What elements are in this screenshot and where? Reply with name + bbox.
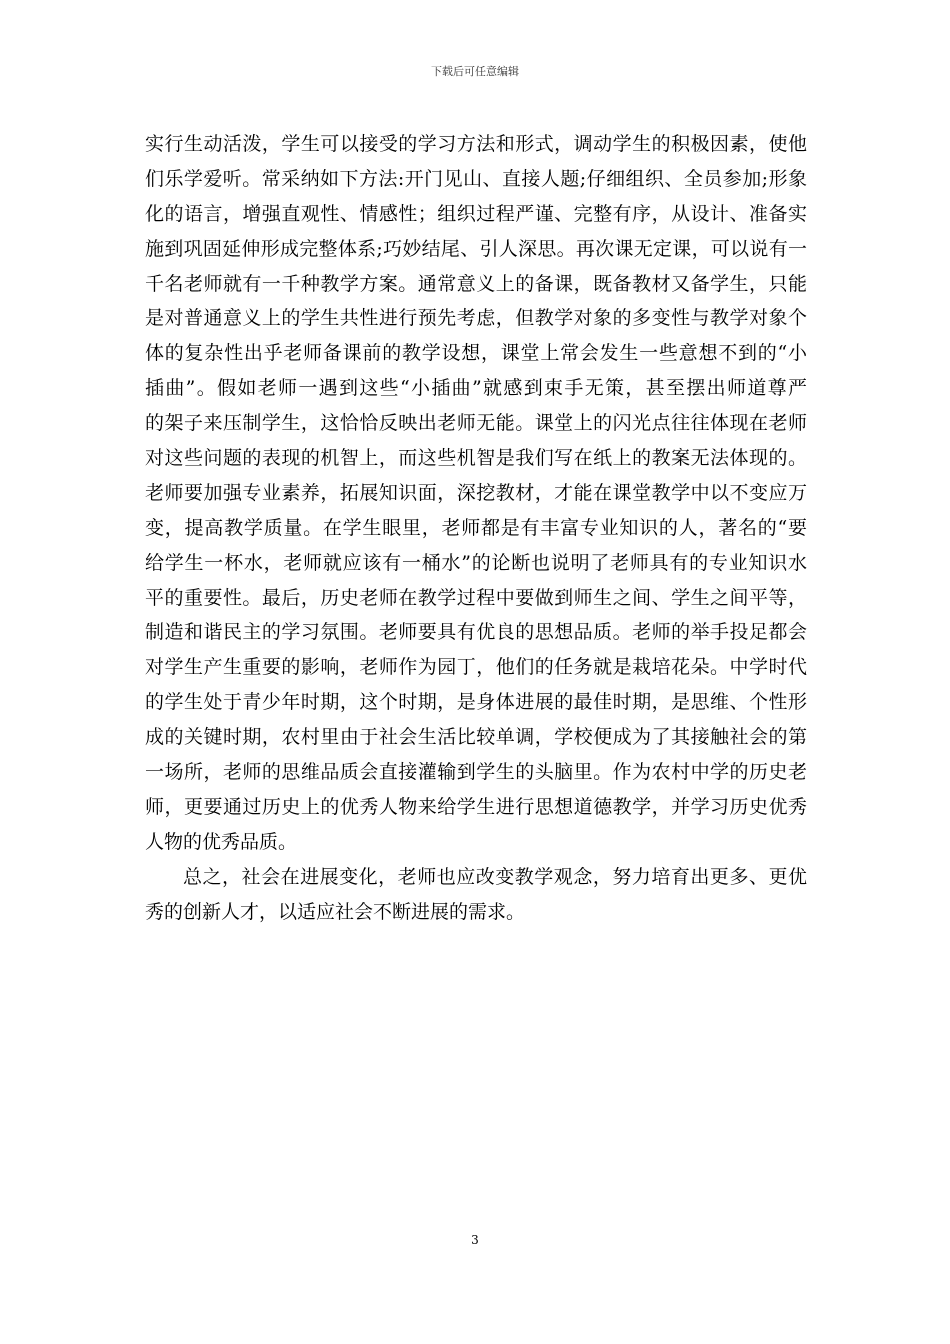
paragraph-1: [145, 127, 807, 860]
text-line: 插曲”。假如老师一遇到这些“小插曲”就感到束手无策，甚至摆出师道尊严: [145, 377, 807, 400]
text-line: 老师要加强专业素养，拓展知识面，深挖教材，才能在课堂教学中以不变应万: [145, 481, 807, 504]
text-line: 给学生一杯水，老师就应该有一桶水”的论断也说明了老师具有的专业知识水: [145, 551, 807, 574]
text-line: 对这些问题的表现的机智上，而这些机智是我们写在纸上的教案无法体现的。: [145, 447, 807, 470]
text-line: 师，更要通过历史上的优秀人物来给学生进行思想道德教学，并学习历史优秀: [145, 795, 807, 818]
text-line: 对学生产生重要的影响，老师作为园丁，他们的任务就是栽培花朵。中学时代: [145, 656, 807, 679]
text-line: 一场所，老师的思维品质会直接灌输到学生的头脑里。作为农村中学的历史老: [145, 761, 807, 784]
text-line: 千名老师就有一千种教学方案。通常意义上的备课，既备教材又备学生，只能: [145, 272, 807, 295]
text-line: 体的复杂性出乎老师备课前的教学设想，课堂上常会发生一些意想不到的“小: [145, 342, 807, 365]
text-line: 化的语言，增强直观性、情感性；组织过程严谨、完整有序，从设计、准备实: [145, 202, 807, 225]
page-number: 3: [471, 1233, 479, 1247]
text-line: 们乐学爱听。常采纳如下方法:开门见山、直接人题;仔细组织、全员参加;形象: [145, 167, 807, 190]
document-body: [145, 127, 807, 929]
text-line: 变，提高教学质量。在学生眼里，老师都是有丰富专业知识的人，著名的“要: [145, 516, 807, 539]
paragraph-2: [145, 860, 807, 930]
page-header: 下载后可任意编辑: [431, 65, 519, 78]
text-line: 施到巩固延伸形成完整体系;巧妙结尾、引人深思。再次课无定课，可以说有一: [145, 237, 807, 260]
text-line: 成的关键时期，农村里由于社会生活比较单调，学校便成为了其接触社会的第: [145, 726, 807, 749]
text-line: 的学生处于青少年时期，这个时期，是身体进展的最佳时期，是思维、个性形: [145, 691, 807, 714]
text-line: 是对普通意义上的学生共性进行预先考虑，但教学对象的多变性与教学对象个: [145, 307, 807, 330]
text-line: 的架子来压制学生，这恰恰反映出老师无能。课堂上的闪光点往往体现在老师: [145, 412, 807, 435]
text-line: 秀的创新人才，以适应社会不断进展的需求。: [145, 900, 526, 923]
text-line: 总之，社会在进展变化，老师也应改变教学观念，努力培育出更多、更优: [183, 865, 807, 888]
text-line: 人物的优秀品质。: [145, 830, 298, 853]
text-line: 制造和谐民主的学习氛围。老师要具有优良的思想品质。老师的举手投足都会: [145, 621, 807, 644]
text-line: 平的重要性。最后，历史老师在教学过程中要做到师生之间、学生之间平等，: [145, 586, 807, 609]
text-line: 实行生动活泼，学生可以接受的学习方法和形式，调动学生的积极因素，使他: [145, 133, 807, 155]
